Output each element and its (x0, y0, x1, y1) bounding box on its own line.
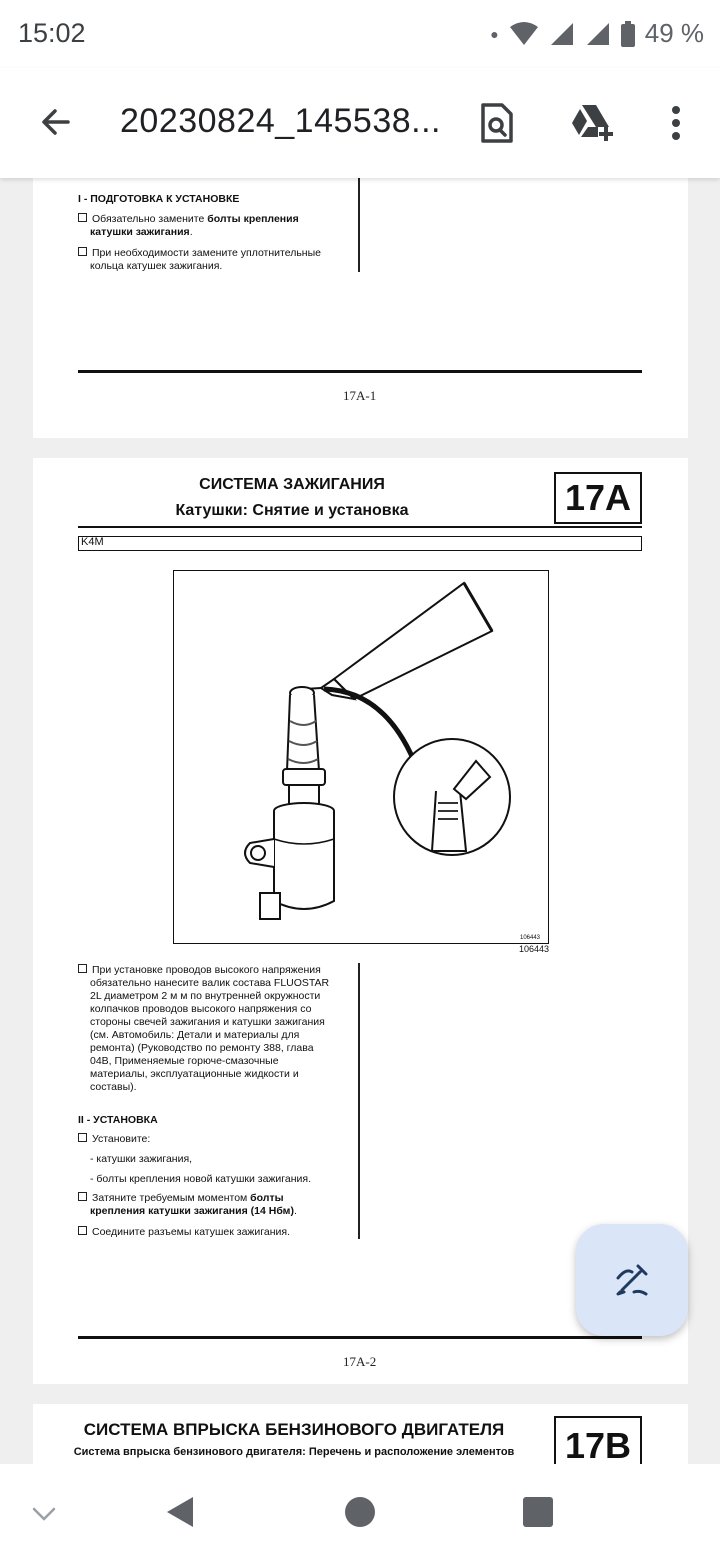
drive-add-icon (568, 103, 616, 143)
navigation-bar (0, 1464, 720, 1560)
list-item: Обязательно замените болты крепления катушки зажигания. (78, 213, 344, 239)
checkbox-bullet-icon (78, 964, 87, 973)
status-bar (0, 0, 720, 68)
ignition-coil-figure (173, 570, 549, 944)
page-title: СИСТЕМА ЗАЖИГАНИЯ (199, 476, 385, 493)
more-vert-icon (671, 105, 681, 141)
page-subtitle: Катушки: Снятие и установка (175, 502, 409, 519)
header-rule (78, 526, 642, 528)
list-subitem: - болты крепления новой катушки зажигания. (90, 1173, 312, 1185)
page-title: СИСТЕМА ВПРЫСКА БЕНЗИНОВОГО ДВИГАТЕЛЯ (83, 1420, 505, 1439)
keyboard-hide-button[interactable] (24, 1494, 64, 1534)
figure-code-inner: 106443 (520, 935, 541, 941)
list-subitem: - катушки зажигания, (90, 1153, 193, 1165)
battery-percent: 49 % (644, 18, 704, 48)
nav-home-icon (344, 1496, 376, 1528)
back-button[interactable] (34, 100, 78, 144)
arrow-back-icon (38, 104, 74, 140)
annotate-button[interactable] (576, 1224, 688, 1336)
nav-recents-icon (522, 1496, 554, 1528)
list-item: Затяните требуемым моментом болты крепления катушки зажигания (14 Нбм). (78, 1192, 348, 1218)
section-badge: 17B (554, 1416, 642, 1464)
dot-icon: ● (490, 25, 499, 42)
nav-back-button[interactable] (158, 1490, 202, 1534)
column-divider (358, 963, 360, 1239)
document-title: 20230824_145538... (120, 102, 441, 140)
signal-icon (549, 21, 575, 47)
column-divider (358, 178, 360, 272)
status-icons (490, 18, 704, 49)
engine-code: K4M (81, 536, 104, 548)
checkbox-bullet-icon (78, 1226, 87, 1235)
list-item: При необходимости замените уплотнительные кольца катушек зажигания. (78, 247, 348, 273)
nav-back-icon (165, 1495, 195, 1529)
app-bar (0, 68, 720, 178)
page-subtitle: Система впрыска бензинового двигателя: Перечень и расположение элементов (73, 1446, 515, 1458)
checkbox-bullet-icon (78, 1192, 87, 1201)
section-heading: I - ПОДГОТОВКА К УСТАНОВКЕ (78, 193, 240, 205)
battery-icon (621, 21, 635, 47)
page-rule (78, 1336, 642, 1339)
list-item: Установите: (78, 1133, 150, 1146)
status-time: 15:02 (18, 18, 86, 48)
page-rule (78, 370, 642, 373)
more-options-button[interactable] (654, 98, 698, 148)
search-in-document-button[interactable] (472, 98, 522, 148)
document-page-1 (33, 178, 688, 438)
checkbox-bullet-icon (78, 213, 87, 222)
engine-code-box (78, 536, 642, 551)
edit-pen-icon (612, 1260, 652, 1300)
chevron-down-icon (32, 1507, 56, 1521)
signal-2-icon (585, 21, 611, 47)
nav-recents-button[interactable] (516, 1490, 560, 1534)
page-number: 17A-2 (343, 1354, 377, 1369)
wifi-icon (509, 21, 539, 47)
coil-sealant-illustration (174, 571, 548, 943)
nav-home-button[interactable] (338, 1490, 382, 1534)
checkbox-bullet-icon (78, 247, 87, 256)
add-to-drive-button[interactable] (566, 98, 618, 148)
section-badge: 17A (554, 472, 642, 524)
checkbox-bullet-icon (78, 1133, 87, 1142)
list-item: Соедините разъемы катушек зажигания. (78, 1226, 290, 1239)
figure-code: 106443 (519, 944, 550, 954)
document-search-icon (480, 102, 514, 144)
section-heading: II - УСТАНОВКА (78, 1114, 158, 1126)
page-number: 17A-1 (343, 388, 377, 403)
document-page-3 (33, 1404, 688, 1464)
sealant-instruction-paragraph: При установке проводов высокого напряжения обязательно нанесите валик состава FLUOSTAR 2L диаметром 2 м м по внутренней окружности колпачков проводов высокого напряжения со стороны свечей зажигания и катушки зажигания (см. Автомобиль: Детали и материалы для ремонта) (Руководство по ремонту 388, глава 04B, Применяемые горюче-смазочные материалы, эксплуатационные жидкости и составы). (78, 964, 348, 1094)
